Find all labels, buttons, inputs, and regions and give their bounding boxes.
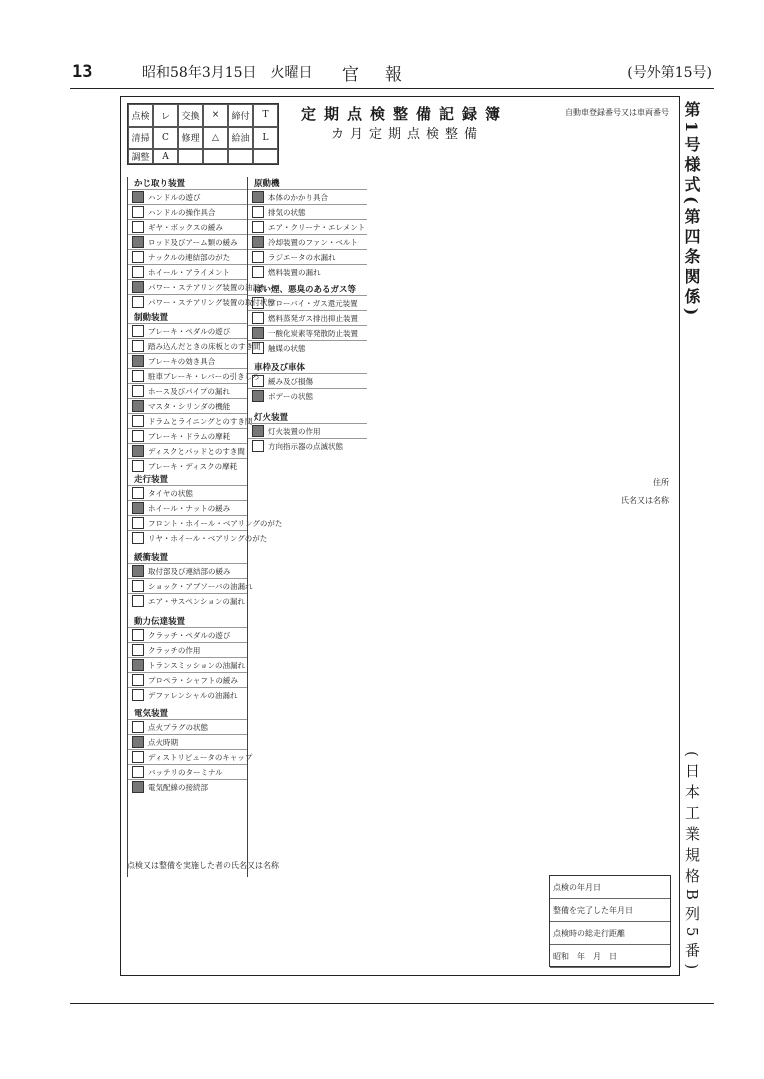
check-item-label: ナックルの連結部のがた bbox=[148, 252, 231, 262]
check-item bbox=[248, 438, 367, 453]
check-box[interactable] bbox=[252, 251, 264, 263]
check-box[interactable] bbox=[252, 297, 264, 309]
check-item-label: ブレーキ・ディスクの摩耗 bbox=[148, 461, 238, 471]
check-item-label: パワー・ステアリング装置の油漏れ bbox=[148, 282, 268, 292]
check-item bbox=[128, 563, 247, 578]
check-box[interactable] bbox=[132, 296, 144, 308]
check-item bbox=[128, 234, 247, 249]
check-item-label: ロッド及びアーム類の緩み bbox=[148, 237, 238, 247]
check-box[interactable] bbox=[132, 502, 144, 514]
check-item-label: 一酸化炭素等発散防止装置 bbox=[268, 328, 358, 338]
section-title: 緩衝装置 bbox=[134, 553, 169, 563]
legend-cell bbox=[203, 149, 228, 164]
check-item bbox=[248, 325, 367, 340]
check-item bbox=[128, 368, 260, 383]
check-box[interactable] bbox=[132, 236, 144, 248]
check-item-label: ショック・アブソーバの油漏れ bbox=[148, 581, 253, 591]
check-item-label: 燃料装置の漏れ bbox=[268, 267, 321, 277]
inspection-form bbox=[120, 96, 701, 976]
check-item bbox=[128, 593, 247, 608]
check-item bbox=[128, 398, 247, 413]
check-item-label: クラッチ・ペダルの遊び bbox=[148, 630, 231, 640]
check-item-label: リヤ・ホイール・ベアリングのがた bbox=[148, 533, 268, 543]
check-box[interactable] bbox=[252, 236, 264, 248]
section bbox=[248, 283, 367, 355]
footer-note: 点検又は整備を実施した者の氏名又は名称 bbox=[127, 861, 279, 870]
check-item bbox=[128, 672, 247, 687]
check-box[interactable] bbox=[132, 565, 144, 577]
page-number: 13 bbox=[72, 62, 93, 82]
issue-date: 昭和58年3月15日 火曜日 bbox=[142, 65, 313, 81]
form-label: 第1号様式(第四条関係) bbox=[682, 101, 701, 320]
check-box[interactable] bbox=[132, 191, 144, 203]
check-item bbox=[248, 234, 367, 249]
check-box[interactable] bbox=[132, 221, 144, 233]
check-box[interactable] bbox=[132, 532, 144, 544]
section-title: 電気装置 bbox=[134, 709, 169, 719]
check-item bbox=[248, 189, 367, 204]
check-item-label: クラッチの作用 bbox=[148, 645, 201, 655]
section bbox=[248, 177, 367, 279]
check-item-label: 排気の状態 bbox=[268, 207, 306, 217]
check-item bbox=[128, 500, 247, 515]
section-title: ばい煙、悪臭のあるガス等 bbox=[254, 285, 357, 295]
check-item-label: ドラムとライニングとのすき間 bbox=[148, 416, 253, 426]
section bbox=[128, 473, 283, 545]
check-item-label: ホイール・ナットの緩み bbox=[148, 503, 231, 513]
check-box[interactable] bbox=[252, 221, 264, 233]
check-item-label: ラジエータの水漏れ bbox=[268, 252, 336, 262]
check-box[interactable] bbox=[132, 595, 144, 607]
legend-cell: 修理 bbox=[178, 127, 203, 150]
check-box[interactable] bbox=[252, 327, 264, 339]
legend-cell: 点検 bbox=[128, 104, 153, 127]
check-box[interactable] bbox=[132, 355, 144, 367]
check-item-label: ボデーの状態 bbox=[268, 391, 313, 401]
section bbox=[128, 311, 261, 473]
check-item bbox=[128, 189, 247, 204]
check-item bbox=[248, 373, 367, 388]
legend-cell: △ bbox=[203, 127, 228, 150]
check-item bbox=[248, 340, 367, 355]
check-box[interactable] bbox=[132, 400, 144, 412]
check-item bbox=[248, 249, 367, 264]
section bbox=[248, 361, 367, 403]
check-box[interactable] bbox=[132, 736, 144, 748]
check-item-label: マスタ・シリンダの機能 bbox=[148, 401, 231, 411]
check-item-label: 冷却装置のファン・ベルト bbox=[268, 237, 358, 247]
legend-cell bbox=[228, 149, 253, 164]
name-label: 氏名又は名称 bbox=[621, 496, 669, 505]
check-item bbox=[248, 388, 367, 403]
check-item-label: 本体のかかり具合 bbox=[268, 192, 328, 202]
check-box[interactable] bbox=[132, 445, 144, 457]
check-item-label: タイヤの状態 bbox=[148, 488, 193, 498]
legend-cell: 締付 bbox=[228, 104, 253, 127]
check-box[interactable] bbox=[132, 580, 144, 592]
section-title: 車枠及び車体 bbox=[254, 363, 306, 373]
signature-box bbox=[549, 875, 671, 967]
form-subtitle: カ月定期点検整備 bbox=[331, 127, 484, 142]
legend-cell: 給油 bbox=[228, 127, 253, 150]
check-item-label: 灯火装置の作用 bbox=[268, 426, 321, 436]
check-item bbox=[128, 323, 247, 338]
check-box[interactable] bbox=[132, 689, 144, 701]
check-box[interactable] bbox=[132, 206, 144, 218]
check-box[interactable] bbox=[132, 659, 144, 671]
check-item bbox=[128, 627, 247, 642]
section-title: 原動機 bbox=[254, 179, 280, 189]
check-item-label: ブレーキ・ドラムの摩耗 bbox=[148, 431, 231, 441]
checklist-column bbox=[247, 177, 367, 877]
check-item bbox=[248, 264, 367, 279]
check-box[interactable] bbox=[132, 644, 144, 656]
check-item-label: ブレーキの効き具合 bbox=[148, 356, 216, 366]
check-item-label: フロント・ホイール・ベアリングのがた bbox=[148, 518, 283, 528]
page-header bbox=[72, 58, 712, 86]
check-box[interactable] bbox=[132, 781, 144, 793]
check-item bbox=[128, 249, 247, 264]
check-item bbox=[128, 219, 247, 234]
odometer-label: 点検時の総走行距離 bbox=[550, 922, 670, 945]
check-item-label: トランスミッションの油漏れ bbox=[148, 660, 245, 670]
inspection-date-label: 点検の年月日 bbox=[550, 876, 670, 899]
section-title: 動力伝達装置 bbox=[134, 617, 186, 627]
section-title: 制動装置 bbox=[134, 313, 169, 323]
check-item bbox=[248, 423, 367, 438]
check-item-label: バッテリのターミナル bbox=[148, 767, 223, 777]
check-item bbox=[128, 353, 247, 368]
check-box[interactable] bbox=[132, 629, 144, 641]
check-item bbox=[128, 642, 247, 657]
check-item bbox=[128, 515, 283, 530]
check-box[interactable] bbox=[252, 390, 264, 402]
check-item bbox=[128, 719, 247, 734]
section bbox=[128, 615, 247, 702]
check-item bbox=[128, 338, 261, 353]
section bbox=[128, 707, 253, 794]
check-item bbox=[128, 485, 247, 500]
check-box[interactable] bbox=[132, 487, 144, 499]
check-item bbox=[128, 413, 253, 428]
check-box[interactable] bbox=[132, 281, 144, 293]
jis-note: (日本工業規格B列5番) bbox=[683, 750, 701, 975]
issue-number: (号外第15号) bbox=[627, 65, 712, 81]
form-title: 定期点検整備記録簿 bbox=[301, 105, 509, 123]
legend-cell: 交換 bbox=[178, 104, 203, 127]
check-item-label: ホース及びパイプの漏れ bbox=[148, 386, 230, 396]
check-item-label: ブレーキ・ペダルの遊び bbox=[148, 326, 231, 336]
check-item-label: パワー・ステアリング装置の取付状態 bbox=[148, 297, 275, 307]
check-box[interactable] bbox=[132, 415, 144, 427]
check-item bbox=[248, 310, 367, 325]
check-item-label: エア・クリーナ・エレメント bbox=[268, 222, 366, 232]
address-label: 住所 bbox=[653, 478, 669, 487]
check-item-label: ディスクとパッドとのすき間 bbox=[148, 446, 245, 456]
check-box[interactable] bbox=[132, 266, 144, 278]
section-title: 灯火装置 bbox=[254, 413, 289, 423]
publication-name: 官報 bbox=[342, 64, 428, 85]
check-item-label: デファレンシャルの油漏れ bbox=[148, 690, 238, 700]
check-item bbox=[128, 657, 247, 672]
check-item bbox=[248, 295, 367, 310]
check-item-label: 踏み込んだときの床板とのすき間 bbox=[148, 341, 261, 351]
check-item-label: 緩み及び損傷 bbox=[268, 376, 313, 386]
check-box[interactable] bbox=[132, 385, 144, 397]
legend-cell bbox=[178, 149, 203, 164]
check-box[interactable] bbox=[132, 340, 144, 352]
check-item bbox=[128, 204, 247, 219]
check-box[interactable] bbox=[132, 674, 144, 686]
check-box[interactable] bbox=[252, 312, 264, 324]
check-item-label: 駐車ブレーキ・レバーの引きしろ bbox=[148, 371, 260, 381]
check-item-label: 点火時期 bbox=[148, 737, 178, 747]
check-box[interactable] bbox=[252, 425, 264, 437]
check-box[interactable] bbox=[132, 251, 144, 263]
check-item-label: 取付部及び連結部の緩み bbox=[148, 566, 231, 576]
check-box[interactable] bbox=[252, 206, 264, 218]
check-item bbox=[128, 779, 247, 794]
section-title: 走行装置 bbox=[134, 475, 169, 485]
check-box[interactable] bbox=[132, 517, 144, 529]
header-rule bbox=[70, 88, 714, 89]
check-item-label: ブローバイ・ガス還元装置 bbox=[268, 298, 358, 308]
check-item bbox=[128, 749, 253, 764]
check-item bbox=[128, 383, 247, 398]
check-item bbox=[248, 204, 367, 219]
check-item bbox=[128, 458, 247, 473]
completion-date-label: 整備を完了した年月日 bbox=[550, 899, 670, 922]
check-item bbox=[128, 687, 247, 702]
check-item bbox=[128, 443, 247, 458]
legend-cell: 清掃 bbox=[128, 127, 153, 150]
check-item bbox=[128, 428, 247, 443]
check-item-label: ギヤ・ボックスの緩み bbox=[148, 222, 223, 232]
check-item bbox=[128, 264, 247, 279]
check-box[interactable] bbox=[132, 370, 144, 382]
check-item bbox=[128, 764, 247, 779]
registration-label: 自動車登録番号又は車両番号 bbox=[565, 108, 669, 117]
check-box[interactable] bbox=[252, 375, 264, 387]
section bbox=[128, 551, 253, 608]
check-box[interactable] bbox=[132, 766, 144, 778]
footer-rule bbox=[70, 1003, 714, 1004]
check-item bbox=[128, 734, 247, 749]
check-item-label: ハンドルの遊び bbox=[148, 192, 201, 202]
era-date: 昭和 年 月 日 bbox=[550, 945, 670, 968]
check-item-label: エア・サスペンションの漏れ bbox=[148, 596, 245, 606]
check-box[interactable] bbox=[252, 342, 264, 354]
legend-table bbox=[127, 103, 279, 165]
check-item bbox=[248, 219, 367, 234]
check-item-label: 燃料蒸発ガス排出抑止装置 bbox=[268, 313, 358, 323]
check-item-label: 方向指示器の点滅状態 bbox=[268, 441, 343, 451]
section-title: かじ取り装置 bbox=[134, 179, 186, 189]
legend-cell: T bbox=[253, 104, 278, 127]
check-item-label: 電気配線の接続部 bbox=[148, 782, 208, 792]
check-box[interactable] bbox=[132, 325, 144, 337]
legend-cell: レ bbox=[153, 104, 178, 127]
check-item-label: プロペラ・シャフトの緩み bbox=[148, 675, 238, 685]
check-item bbox=[128, 578, 253, 593]
legend-cell: L bbox=[253, 127, 278, 150]
check-item bbox=[128, 294, 275, 309]
check-item bbox=[128, 530, 268, 545]
legend-cell: C bbox=[153, 127, 178, 150]
check-item bbox=[128, 279, 268, 294]
check-box[interactable] bbox=[132, 430, 144, 442]
legend-cell: 調整 bbox=[128, 149, 153, 164]
check-box[interactable] bbox=[132, 721, 144, 733]
check-box[interactable] bbox=[252, 440, 264, 452]
check-item-label: ハンドルの操作具合 bbox=[148, 207, 216, 217]
check-item-label: 点火プラグの状態 bbox=[148, 722, 208, 732]
check-item-label: ディストリビュータのキャップ bbox=[148, 752, 253, 762]
check-box[interactable] bbox=[132, 751, 144, 763]
check-box[interactable] bbox=[132, 460, 144, 472]
legend-cell bbox=[253, 149, 278, 164]
legend-cell: × bbox=[203, 104, 228, 127]
check-item-label: ホイール・アライメント bbox=[148, 267, 231, 277]
legend-cell: A bbox=[153, 149, 178, 164]
check-box[interactable] bbox=[252, 266, 264, 278]
section bbox=[248, 411, 367, 453]
check-box[interactable] bbox=[252, 191, 264, 203]
check-item-label: 触媒の状態 bbox=[268, 343, 306, 353]
